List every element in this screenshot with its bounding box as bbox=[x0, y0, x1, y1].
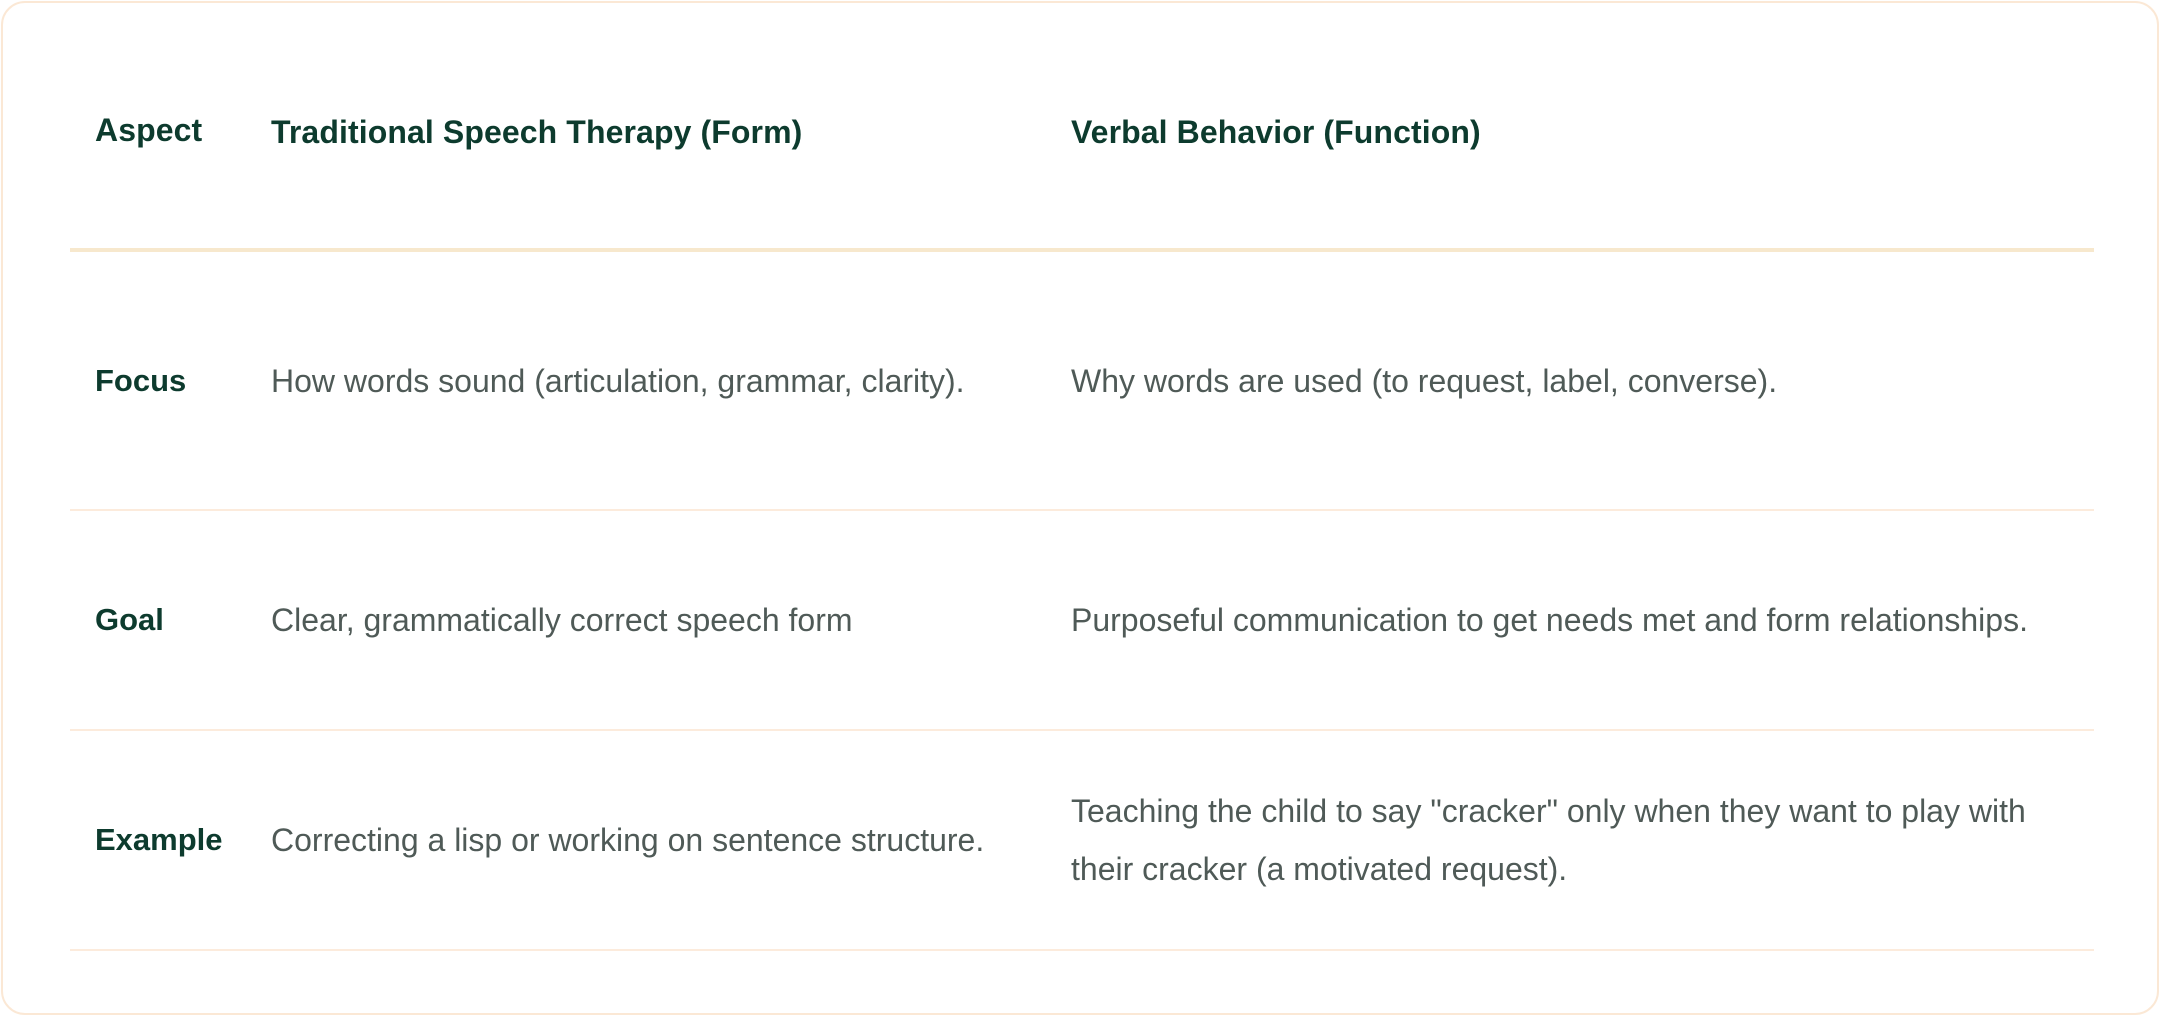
row-label-goal: Goal bbox=[95, 602, 164, 637]
cell-form-focus: How words sound (articulation, grammar, clarity). bbox=[271, 362, 965, 399]
header-verbal-behavior: Verbal Behavior (Function) bbox=[1071, 114, 1481, 150]
comparison-card bbox=[1, 1, 2159, 1015]
cell-function-goal: Purposeful communication to get needs met and form relationships. bbox=[1071, 602, 2028, 638]
cell-function-example: Teaching the child to say "cracker" only when they want to play with their cracker (a motivated request). bbox=[1071, 793, 2026, 887]
table-header-row bbox=[70, 3, 2094, 252]
table-row bbox=[70, 252, 2094, 511]
header-aspect: Aspect bbox=[95, 112, 203, 148]
row-label-example: Example bbox=[95, 822, 223, 857]
header-traditional-speech-therapy: Traditional Speech Therapy (Form) bbox=[271, 114, 803, 150]
row-label-focus: Focus bbox=[95, 362, 187, 398]
table-row bbox=[70, 511, 2094, 731]
cell-function-focus: Why words are used (to request, label, converse). bbox=[1071, 362, 1778, 399]
cell-form-goal: Clear, grammatically correct speech form bbox=[271, 602, 853, 638]
cell-form-example: Correcting a lisp or working on sentence structure. bbox=[271, 822, 985, 858]
table-row bbox=[70, 731, 2094, 951]
